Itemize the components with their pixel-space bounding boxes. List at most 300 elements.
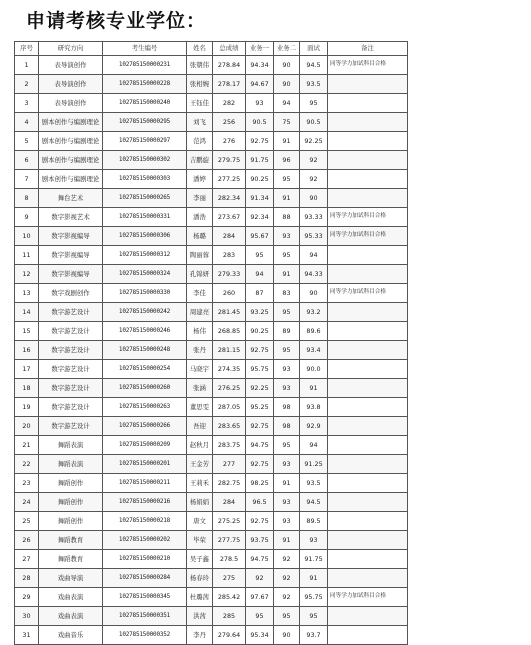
cell-index: 15 [15, 322, 39, 341]
cell-candidate-id: 102785150000210 [103, 550, 187, 569]
cell-remark [328, 550, 408, 569]
cell-name: 杨娟娟 [187, 493, 213, 512]
cell-index: 12 [15, 265, 39, 284]
cell-subject-1: 98.25 [246, 474, 274, 493]
cell-subject-2: 93 [274, 493, 300, 512]
cell-name: 吉鹏旋 [187, 151, 213, 170]
cell-name: 杨伟 [187, 322, 213, 341]
cell-candidate-id: 102785150000211 [103, 474, 187, 493]
cell-direction: 数字游艺设计 [39, 398, 103, 417]
cell-subject-2: 83 [274, 284, 300, 303]
cell-total: 274.35 [213, 360, 246, 379]
cell-direction: 戏曲音乐 [39, 626, 103, 645]
cell-name: 李丽 [187, 189, 213, 208]
cell-direction: 数字游艺设计 [39, 379, 103, 398]
header-direction: 研究方向 [39, 42, 103, 56]
cell-total: 285.42 [213, 588, 246, 607]
cell-interview: 93.8 [300, 398, 328, 417]
cell-name: 张相婉 [187, 75, 213, 94]
cell-candidate-id: 102785150000242 [103, 303, 187, 322]
cell-direction: 舞台艺术 [39, 189, 103, 208]
cell-candidate-id: 102785150000260 [103, 379, 187, 398]
cell-direction: 数字影视编导 [39, 265, 103, 284]
cell-total: 279.64 [213, 626, 246, 645]
cell-candidate-id: 102785150000240 [103, 94, 187, 113]
table-body [15, 56, 408, 645]
cell-name: 洪茜 [187, 607, 213, 626]
cell-subject-1: 97.67 [246, 588, 274, 607]
table-row [15, 246, 408, 265]
cell-index: 19 [15, 398, 39, 417]
cell-direction: 表导演创作 [39, 56, 103, 75]
cell-total: 276 [213, 132, 246, 151]
cell-subject-1: 91.75 [246, 151, 274, 170]
cell-direction: 数字戏剧创作 [39, 284, 103, 303]
cell-subject-2: 90 [274, 75, 300, 94]
cell-direction: 戏曲表演 [39, 588, 103, 607]
cell-direction: 舞蹈教育 [39, 550, 103, 569]
cell-direction: 舞蹈表演 [39, 455, 103, 474]
cell-total: 277 [213, 455, 246, 474]
table-row [15, 455, 408, 474]
cell-interview: 90.0 [300, 360, 328, 379]
cell-direction: 数字影视编导 [39, 227, 103, 246]
cell-subject-2: 91 [274, 531, 300, 550]
cell-index: 4 [15, 113, 39, 132]
cell-subject-2: 75 [274, 113, 300, 132]
cell-subject-1: 92.34 [246, 208, 274, 227]
cell-index: 6 [15, 151, 39, 170]
header-subject-2: 业务二 [274, 42, 300, 56]
cell-subject-1: 94.67 [246, 75, 274, 94]
table-row [15, 284, 408, 303]
cell-candidate-id: 102785150000345 [103, 588, 187, 607]
cell-name: 张涵 [187, 379, 213, 398]
cell-index: 16 [15, 341, 39, 360]
cell-interview: 93.2 [300, 303, 328, 322]
cell-candidate-id: 102785150000297 [103, 132, 187, 151]
cell-name: 董思雯 [187, 398, 213, 417]
cell-index: 28 [15, 569, 39, 588]
cell-index: 22 [15, 455, 39, 474]
cell-total: 275 [213, 569, 246, 588]
cell-candidate-id: 102785150000303 [103, 170, 187, 189]
cell-candidate-id: 102785150000324 [103, 265, 187, 284]
cell-direction: 舞蹈创作 [39, 512, 103, 531]
table-row [15, 379, 408, 398]
cell-interview: 93.5 [300, 474, 328, 493]
cell-remark [328, 569, 408, 588]
header-name: 姓名 [187, 42, 213, 56]
cell-candidate-id: 102785150000266 [103, 417, 187, 436]
cell-subject-2: 95 [274, 246, 300, 265]
cell-subject-2: 96 [274, 151, 300, 170]
cell-remark [328, 151, 408, 170]
cell-candidate-id: 102785150000330 [103, 284, 187, 303]
table-row [15, 189, 408, 208]
cell-total: 260 [213, 284, 246, 303]
cell-remark [328, 75, 408, 94]
cell-total: 279.75 [213, 151, 246, 170]
table-row [15, 512, 408, 531]
table-row [15, 531, 408, 550]
cell-candidate-id: 102785150000263 [103, 398, 187, 417]
cell-total: 285 [213, 607, 246, 626]
cell-subject-2: 98 [274, 398, 300, 417]
cell-direction: 表导演创作 [39, 94, 103, 113]
cell-name: 吴子鑫 [187, 550, 213, 569]
cell-subject-1: 94 [246, 265, 274, 284]
cell-name: 范鸿 [187, 132, 213, 151]
cell-name: 唐文 [187, 512, 213, 531]
cell-subject-1: 90.25 [246, 322, 274, 341]
cell-remark [328, 474, 408, 493]
cell-subject-1: 90.5 [246, 113, 274, 132]
cell-interview: 93.33 [300, 208, 328, 227]
cell-interview: 95.75 [300, 588, 328, 607]
cell-subject-2: 93 [274, 379, 300, 398]
cell-interview: 93.5 [300, 75, 328, 94]
cell-total: 281.15 [213, 341, 246, 360]
cell-direction: 数字影视编导 [39, 246, 103, 265]
cell-subject-2: 88 [274, 208, 300, 227]
cell-index: 31 [15, 626, 39, 645]
cell-direction: 戏曲导演 [39, 569, 103, 588]
cell-interview: 94 [300, 246, 328, 265]
cell-index: 29 [15, 588, 39, 607]
cell-index: 24 [15, 493, 39, 512]
cell-index: 23 [15, 474, 39, 493]
cell-remark [328, 265, 408, 284]
cell-subject-1: 91.34 [246, 189, 274, 208]
table-row [15, 113, 408, 132]
table-row [15, 607, 408, 626]
cell-total: 268.85 [213, 322, 246, 341]
cell-remark [328, 132, 408, 151]
cell-subject-2: 91 [274, 132, 300, 151]
cell-subject-2: 93 [274, 455, 300, 474]
cell-index: 11 [15, 246, 39, 265]
cell-subject-1: 87 [246, 284, 274, 303]
cell-subject-2: 93 [274, 227, 300, 246]
cell-candidate-id: 102785150000231 [103, 56, 187, 75]
cell-direction: 舞蹈教育 [39, 531, 103, 550]
cell-name: 吾迎 [187, 417, 213, 436]
cell-total: 284 [213, 493, 246, 512]
cell-index: 8 [15, 189, 39, 208]
cell-interview: 95.33 [300, 227, 328, 246]
cell-name: 王金芳 [187, 455, 213, 474]
cell-subject-2: 90 [274, 626, 300, 645]
cell-total: 283.75 [213, 436, 246, 455]
cell-subject-1: 93.25 [246, 303, 274, 322]
cell-subject-1: 94.75 [246, 550, 274, 569]
table-row [15, 569, 408, 588]
cell-interview: 90.5 [300, 113, 328, 132]
cell-candidate-id: 102785150000331 [103, 208, 187, 227]
header-row [15, 42, 408, 56]
cell-direction: 数字游艺设计 [39, 360, 103, 379]
cell-total: 287.05 [213, 398, 246, 417]
cell-candidate-id: 102785150000202 [103, 531, 187, 550]
page-title: 申请考核专业学位： [26, 10, 207, 32]
cell-subject-1: 94.34 [246, 56, 274, 75]
cell-subject-1: 92 [246, 569, 274, 588]
cell-index: 17 [15, 360, 39, 379]
table-row [15, 75, 408, 94]
cell-interview: 94 [300, 436, 328, 455]
cell-index: 7 [15, 170, 39, 189]
table-row [15, 208, 408, 227]
cell-name: 杨璐 [187, 227, 213, 246]
cell-total: 277.75 [213, 531, 246, 550]
cell-remark [328, 170, 408, 189]
cell-interview: 92 [300, 170, 328, 189]
cell-interview: 94.5 [300, 56, 328, 75]
cell-index: 5 [15, 132, 39, 151]
cell-name: 杜璐茜 [187, 588, 213, 607]
cell-interview: 93.4 [300, 341, 328, 360]
cell-interview: 95 [300, 607, 328, 626]
cell-candidate-id: 102785150000201 [103, 455, 187, 474]
header-remark: 备注 [328, 42, 408, 56]
cell-subject-2: 95 [274, 341, 300, 360]
cell-total: 282.75 [213, 474, 246, 493]
table-row [15, 588, 408, 607]
cell-name: 李佳 [187, 284, 213, 303]
cell-name: 毕荣 [187, 531, 213, 550]
cell-remark [328, 94, 408, 113]
cell-interview: 94.5 [300, 493, 328, 512]
cell-remark [328, 341, 408, 360]
cell-subject-2: 92 [274, 588, 300, 607]
cell-total: 256 [213, 113, 246, 132]
cell-name: 孔锦妍 [187, 265, 213, 284]
cell-direction: 剧本创作与编剧理论 [39, 151, 103, 170]
header-interview: 面试 [300, 42, 328, 56]
cell-interview: 90 [300, 284, 328, 303]
table-row [15, 360, 408, 379]
table-row [15, 436, 408, 455]
cell-candidate-id: 102785150000248 [103, 341, 187, 360]
cell-subject-1: 95.67 [246, 227, 274, 246]
cell-subject-2: 93 [274, 512, 300, 531]
cell-interview: 93.7 [300, 626, 328, 645]
cell-subject-2: 92 [274, 550, 300, 569]
cell-subject-1: 90.25 [246, 170, 274, 189]
cell-remark [328, 398, 408, 417]
cell-interview: 89.5 [300, 512, 328, 531]
table-row [15, 94, 408, 113]
cell-direction: 数字游艺设计 [39, 303, 103, 322]
cell-index: 10 [15, 227, 39, 246]
table-row [15, 626, 408, 645]
header-index: 序号 [15, 42, 39, 56]
cell-index: 13 [15, 284, 39, 303]
cell-index: 20 [15, 417, 39, 436]
cell-index: 18 [15, 379, 39, 398]
cell-direction: 剧本创作与编剧理论 [39, 113, 103, 132]
cell-direction: 舞蹈表演 [39, 436, 103, 455]
cell-total: 283.65 [213, 417, 246, 436]
cell-subject-1: 95.75 [246, 360, 274, 379]
cell-candidate-id: 102785150000306 [103, 227, 187, 246]
cell-candidate-id: 102785150000246 [103, 322, 187, 341]
cell-remark [328, 531, 408, 550]
cell-direction: 数字游艺设计 [39, 322, 103, 341]
cell-remark: 同等学力加试科目合格 [328, 56, 408, 75]
cell-remark [328, 246, 408, 265]
cell-remark [328, 417, 408, 436]
cell-total: 282.34 [213, 189, 246, 208]
cell-index: 26 [15, 531, 39, 550]
cell-name: 李丹 [187, 626, 213, 645]
cell-remark: 同等学力加试科目合格 [328, 208, 408, 227]
cell-name: 张丹 [187, 341, 213, 360]
header-subject-1: 业务一 [246, 42, 274, 56]
cell-subject-2: 93 [274, 360, 300, 379]
cell-index: 30 [15, 607, 39, 626]
cell-subject-2: 92 [274, 569, 300, 588]
cell-name: 杨春玲 [187, 569, 213, 588]
cell-subject-1: 95 [246, 246, 274, 265]
cell-candidate-id: 102785150000216 [103, 493, 187, 512]
cell-direction: 数字影视艺术 [39, 208, 103, 227]
cell-index: 9 [15, 208, 39, 227]
cell-index: 21 [15, 436, 39, 455]
table-row [15, 322, 408, 341]
cell-remark [328, 303, 408, 322]
cell-interview: 92.25 [300, 132, 328, 151]
cell-name: 赵秋月 [187, 436, 213, 455]
cell-interview: 92.9 [300, 417, 328, 436]
cell-interview: 92 [300, 151, 328, 170]
cell-name: 潘婷 [187, 170, 213, 189]
cell-index: 27 [15, 550, 39, 569]
cell-candidate-id: 102785150000284 [103, 569, 187, 588]
cell-subject-2: 95 [274, 607, 300, 626]
cell-interview: 91.25 [300, 455, 328, 474]
cell-direction: 戏曲表演 [39, 607, 103, 626]
cell-interview: 94.33 [300, 265, 328, 284]
cell-interview: 89.6 [300, 322, 328, 341]
table-row [15, 550, 408, 569]
cell-name: 张朝伟 [187, 56, 213, 75]
cell-subject-2: 94 [274, 94, 300, 113]
cell-name: 陶丽蓉 [187, 246, 213, 265]
cell-remark: 同等学力加试科目合格 [328, 588, 408, 607]
cell-total: 278.5 [213, 550, 246, 569]
cell-subject-2: 98 [274, 417, 300, 436]
cell-name: 王莉禾 [187, 474, 213, 493]
cell-name: 王钰佳 [187, 94, 213, 113]
cell-direction: 数字游艺设计 [39, 341, 103, 360]
cell-total: 284 [213, 227, 246, 246]
cell-name: 马晓宇 [187, 360, 213, 379]
cell-subject-2: 95 [274, 303, 300, 322]
cell-total: 283 [213, 246, 246, 265]
cell-total: 273.67 [213, 208, 246, 227]
cell-subject-1: 92.75 [246, 455, 274, 474]
cell-candidate-id: 102785150000218 [103, 512, 187, 531]
cell-remark [328, 189, 408, 208]
table-row [15, 493, 408, 512]
cell-direction: 舞蹈创作 [39, 474, 103, 493]
cell-subject-1: 92.75 [246, 417, 274, 436]
cell-interview: 91.75 [300, 550, 328, 569]
cell-total: 277.25 [213, 170, 246, 189]
cell-subject-1: 95.25 [246, 398, 274, 417]
cell-subject-1: 95.34 [246, 626, 274, 645]
cell-index: 3 [15, 94, 39, 113]
cell-index: 25 [15, 512, 39, 531]
cell-subject-2: 95 [274, 170, 300, 189]
cell-remark: 同等学力加试科目合格 [328, 227, 408, 246]
cell-remark [328, 493, 408, 512]
cell-subject-1: 92.75 [246, 132, 274, 151]
cell-total: 281.45 [213, 303, 246, 322]
cell-name: 周建亮 [187, 303, 213, 322]
cell-total: 275.25 [213, 512, 246, 531]
cell-remark [328, 360, 408, 379]
cell-subject-2: 91 [274, 474, 300, 493]
cell-total: 279.33 [213, 265, 246, 284]
table-row [15, 132, 408, 151]
cell-total: 276.25 [213, 379, 246, 398]
cell-remark [328, 455, 408, 474]
cell-direction: 剧本创作与编剧理论 [39, 132, 103, 151]
table-row [15, 341, 408, 360]
cell-subject-1: 95 [246, 607, 274, 626]
cell-index: 14 [15, 303, 39, 322]
cell-remark [328, 113, 408, 132]
cell-subject-2: 91 [274, 189, 300, 208]
cell-candidate-id: 102785150000228 [103, 75, 187, 94]
table-row [15, 417, 408, 436]
cell-remark [328, 436, 408, 455]
cell-interview: 90 [300, 189, 328, 208]
cell-remark [328, 322, 408, 341]
table-row [15, 265, 408, 284]
cell-index: 2 [15, 75, 39, 94]
header-candidate-id: 考生编号 [103, 42, 187, 56]
cell-index: 1 [15, 56, 39, 75]
cell-interview: 91 [300, 569, 328, 588]
cell-subject-1: 93 [246, 94, 274, 113]
cell-subject-1: 96.5 [246, 493, 274, 512]
table-row [15, 170, 408, 189]
cell-subject-1: 93.75 [246, 531, 274, 550]
cell-subject-2: 90 [274, 56, 300, 75]
cell-total: 278.17 [213, 75, 246, 94]
cell-interview: 93 [300, 531, 328, 550]
cell-direction: 表导演创作 [39, 75, 103, 94]
cell-candidate-id: 102785150000254 [103, 360, 187, 379]
cell-name: 潘浩 [187, 208, 213, 227]
cell-direction: 舞蹈创作 [39, 493, 103, 512]
table-row [15, 474, 408, 493]
cell-direction: 数字游艺设计 [39, 417, 103, 436]
cell-interview: 91 [300, 379, 328, 398]
cell-subject-1: 92.75 [246, 512, 274, 531]
cell-interview: 95 [300, 94, 328, 113]
header-total: 总成绩 [213, 42, 246, 56]
cell-candidate-id: 102785150000312 [103, 246, 187, 265]
cell-subject-2: 95 [274, 436, 300, 455]
cell-candidate-id: 102785150000302 [103, 151, 187, 170]
cell-subject-2: 91 [274, 265, 300, 284]
cell-subject-1: 94.75 [246, 436, 274, 455]
